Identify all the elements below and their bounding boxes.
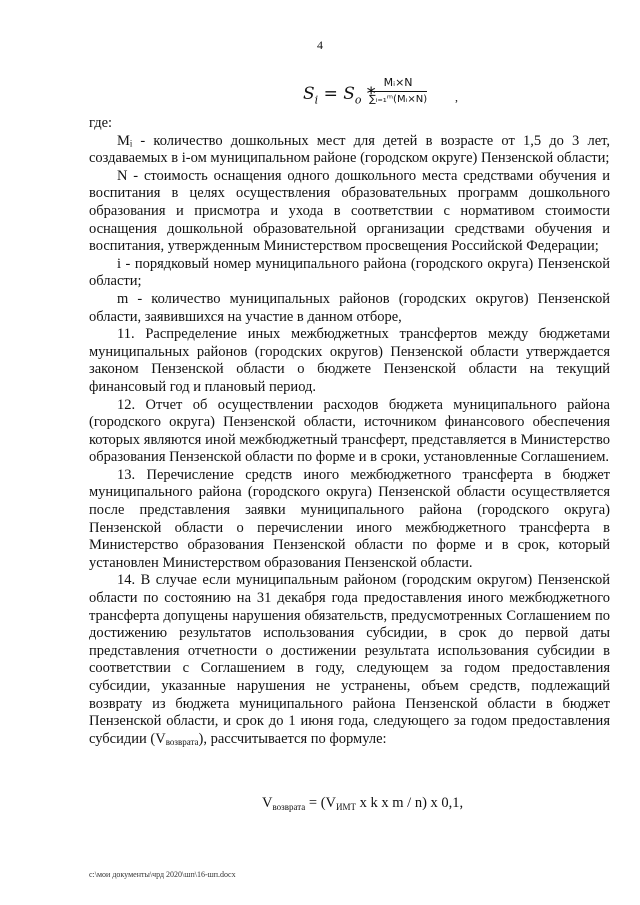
definition-mi: Mᵢ - количество дошкольных мест для детей в возрасте от 1,5 до 3 лет, создаваемых в i-ом муниципальном районе (городском округе) Пензенской области; [89,132,610,167]
formula-numerator: Mᵢ×N [369,76,427,92]
paragraph-13: 13. Перечисление средств иного межбюджетного трансферта в бюджет муниципального района (городского округа) Пензенской области осуществляется после представления заявки муниципального района (городского округа) Пензенской области о перечислении иного межбюджетного трансферта в Министерство образования Пензенской области по форме и в срок, который установлен Министерством образования Пензенской области. [89,466,610,571]
where-label: где: [89,115,113,131]
paragraph-14-text: 14. В случае если муниципальным районом (городским округом) Пензенской области по состоянию на 31 декабря года предоставления иного межбюджетного трансферта допущены нарушения обязательств, предусмотренных Соглашением по достижению результатов использования субсидии, в срок до первой даты представления отчетности о достижении результата использования субсидии в соответствии с Соглашением в году, следующем за годом предоставления субсидии, указанные нарушения не устранены, объем средств, подлежащий возврату из бюджета муниципального района Пензенской области в бюджет Пензенской области, и срок до 1 июня года, следующего за годом предоставления субсидии (V [89,572,610,747]
formula-denominator: ∑ᵢ₌₁ᵐ(Mᵢ×N) [369,94,428,105]
paragraph-12: 12. Отчет об осуществлении расходов бюджета муниципального района (городского округа) Пензенской области, источником финансового обеспечения которых являются иной межбюджетный трансферт, представляется в Министерство образования Пензенской области по форме и в сроки, установленные Соглашением. [89,396,610,466]
formula-multiply: * [361,84,376,104]
formula-imt-subscript: ИМТ [336,802,357,812]
formula-equals-open: = (V [305,795,337,811]
paragraph-14-subscript: возврата [165,736,199,747]
formula-comma: , [455,90,458,104]
formula-si [303,76,463,112]
formula-v-subscript: возврата [272,802,306,812]
document-body [89,115,610,751]
formula-v-symbol: V [262,795,273,811]
paragraph-11: 11. Распределение иных межбюджетных трансфертов между бюджетами муниципальных районов (городских округов) Пензенской области утверждается законом Пензенской области о бюджете Пензенской области на текущий финансовый год и плановый период. [89,326,610,395]
formula-s-symbol: S [303,84,315,104]
formula-s0-symbol: S [343,84,355,104]
paragraph-14 [89,572,610,751]
definition-i: i - порядковый номер муниципального района (городского округа) Пензенской области; [89,255,610,290]
footer-file-path: c:\мои документы\чрд 2020\шп\16-шп.docx [89,870,236,879]
formula-fraction [369,76,427,107]
formula-i-subscript: i [314,93,319,107]
formula-v-return [262,795,463,812]
paragraph-14-tail: ), рассчитывается по формуле: [198,730,387,747]
formula-lhs [303,84,375,106]
definition-n: N - стоимость оснащения одного дошкольного места средствами обучения и воспитания в целях осуществления образовательных программ дошкольного образования и присмотра и ухода в соответствии с нормативом стоимости оснащения дошкольной образовательной организации средствами обучения и воспитания, утвержденным Министерством просвещения Российской Федерации; [89,167,610,255]
formula-equals: = [318,84,344,104]
formula-o-subscript: o [354,93,362,107]
page-number: 4 [317,38,323,52]
formula-rest: x k x m / n) x 0,1, [356,795,464,811]
definition-m: m - количество муниципальных районов (городских округов) Пензенской области, заявившихся на участие в данном отборе, [89,290,610,325]
